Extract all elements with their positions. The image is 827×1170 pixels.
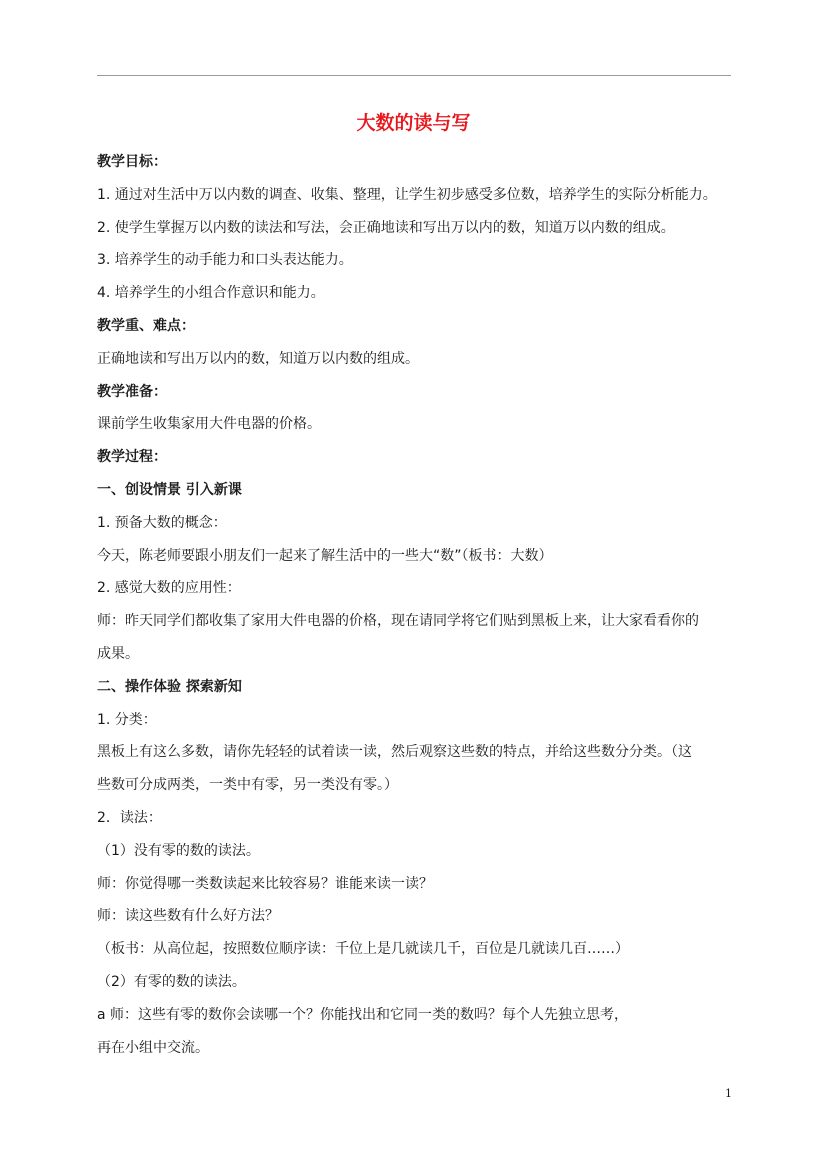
paragraph-line: 2. 使学生掌握万以内数的读法和写法，会正确地读和写出万以内的数，知道万以内数的组成。 <box>97 219 675 236</box>
paragraph-line: 1. 分类： <box>97 711 157 728</box>
paragraph-line: 成果。 <box>97 645 139 662</box>
paragraph-line: 再在小组中交流。 <box>97 1039 209 1056</box>
page-title: 大数的读与写 <box>356 112 471 134</box>
section-heading: 教学重、难点： <box>97 317 195 334</box>
section-heading: 教学准备： <box>97 383 167 400</box>
document-body <box>97 146 737 1064</box>
paragraph-line: 正确地读和写出万以内的数，知道万以内数的组成。 <box>97 350 419 367</box>
section-heading: 一、创设情景 引入新课 <box>97 481 242 498</box>
page-number: 1 <box>725 1087 732 1100</box>
paragraph-line: 4. 培养学生的小组合作意识和能力。 <box>97 285 325 302</box>
section-heading: 教学目标： <box>97 154 167 170</box>
paragraph-line: （板书：从高位起，按照数位顺序读：千位上是几就读几千，百位是几就读几百……） <box>97 941 629 958</box>
section-heading: 二、操作体验 探索新知 <box>97 678 242 695</box>
paragraph-line: 今天，陈老师要跟小朋友们一起来了解生活中的一些大“数”（板书：大数） <box>97 547 553 564</box>
paragraph-line: 1. 通过对生活中万以内数的调查、收集、整理，让学生初步感受多位数，培养学生的实际分析能力。 <box>97 186 717 203</box>
header-rule <box>97 75 731 76</box>
paragraph-line: 1. 预备大数的概念： <box>97 514 227 531</box>
paragraph-line: 师：你觉得哪一类数读起来比较容易？谁能来读一读？ <box>97 875 433 892</box>
paragraph-line: 些数可分成两类，一类中有零，另一类没有零。） <box>97 777 398 794</box>
paragraph-line: 师：昨天同学们都收集了家用大件电器的价格，现在请同学将它们贴到黑板上来，让大家看看你的 <box>97 613 699 630</box>
paragraph-line: 3. 培养学生的动手能力和口头表达能力。 <box>97 252 353 269</box>
paragraph-line: 黑板上有这么多数，请你先轻轻的试着读一读，然后观察这些数的特点，并给这些数分分类。（这 <box>97 744 692 761</box>
paragraph-line: （2）有零的数的读法。 <box>97 973 246 990</box>
paragraph-line: 2. 感觉大数的应用性： <box>97 580 241 597</box>
paragraph-line: 师：读这些数有什么好方法？ <box>97 908 279 925</box>
paragraph-line: 2．读法： <box>97 809 162 826</box>
paragraph-line: a 师：这些有零的数你会读哪一个？你能找出和它同一类的数吗？每个人先独立思考， <box>97 1006 629 1023</box>
section-heading: 教学过程： <box>97 449 167 466</box>
paragraph-line: 课前学生收集家用大件电器的价格。 <box>97 416 321 433</box>
paragraph-line: （1）没有零的数的读法。 <box>97 842 260 859</box>
